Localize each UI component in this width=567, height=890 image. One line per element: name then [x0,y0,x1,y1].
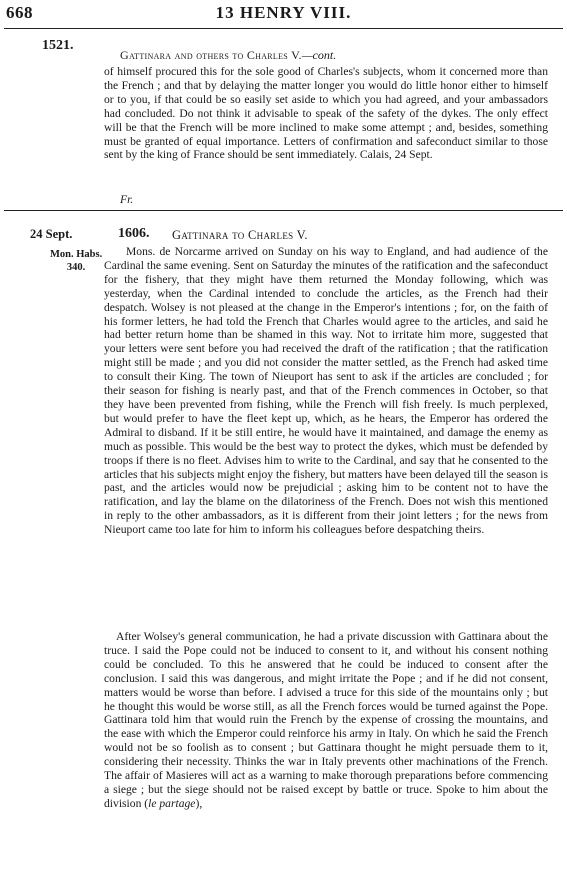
paragraph-2-end: ), [195,796,203,810]
header-rule [4,28,563,29]
running-head: 13 HENRY VIII. [215,3,352,22]
continued-entry-names: Gattinara and others to Charles V. [120,48,302,62]
continued-entry-title [120,48,336,63]
source-line-2: 340. [66,262,86,273]
continued-entry-text: of himself procured this for the sole good of Charles's subjects, whom it concerned more than the French ; and that by delaying the matter longer you would do little honor either to himself or to you, if that could be so easily set aside to which you had agreed, and your ambassadors had concluded. Do not think it advisable to speak of the safety of the dykes. The only effect will be that the French will be more inclined to make some attempt ; and, besides, something must be granted of equal importance. Letters of confirmation and safeconduct similar to those sent by the king of France should be sent immediately. Calais, 24 Sept. [104,65,548,162]
page-header [0,3,567,25]
paragraph-1-text: Mons. de Norcarme arrived on Sunday on his way to England, and had audience of the Cardinal the same evening. Sent on Saturday the minutes of the ratification and the safeconduct for the fishery, that they might have them returned the Monday following, which was yesterday, when the Cardinal intended to conclude the articles, as the French had their despatch. Wolsey is not pleased at the change in the Emperor's intentions ; for, on the faith of his former letters, he had told the French that Charles would agree to the articles, and said he had better return home than be shamed in this way. Not to irritate him more, suggested that your letters were sent before you had received the draft of the ratification ; that the ratification might still be made ; and you did not consider the matter settled, as the French had asked time to consult their King. The town of Nieuport has sent to ask if the articles are concluded ; for their season for fishing is nearly past, and that of the French commences in October, so that they have been prevented from fishing, while the French will fish freely. Is much perplexed, but would prefer to have the fleet kept up, which, as he hears, the Emperor has ordered the Admiral to disband. If it be still entire, he would have it maintained, and damage the enemy as much as possible. This would be the best way to protect the dykes, which must be defended by troops if there is no fleet. Advises him to write to the Cardinal, and say that he consented to the articles that his subjects might enjoy the fishery, but matters have been delayed till the season is past, and the articles would now be prejudicial ; asking him to be content not to have the ratification, and lay the blame on the dilatoriness of the French. Does not wish this mentioned in reply to the other ambassadors, as it is different from their joint letters ; for the news from Nieuport came too late for him to inform his colleagues before despatching theirs. [104,245,548,537]
page-number: 668 [6,3,33,22]
paragraph-2-main: After Wolsey's general communication, he had a private discussion with Gattinara about the truce. I said the Pope could not be induced to consent to it, and without his consent nothing could be concluded. To this he answered that he could be induced to consent after the conclusion. I said this was dangerous, and might irritate the Pope ; and if he did not consent, matters would be worse than before. I advised a truce for this side of the mountains only ; but he thought this would be worse still, as all the French forces would be turned against the Pope. Gattinara told him that would ruin the French by the expense of crossing the mountains, and the ease with which the Emperor could reinforce his army in Italy. On which he said the French would not be so foolish as to consent ; but Gattinara thought he might persuade them to it, considering their necessity. Thinks the war in Italy prevents other machinations of the French. The affair of Masieres will act as a warning to make thorough preparations before commencing a siege ; but the siege should not be raised except by battle or truce. Spoke to him about the division ( [104,630,548,810]
year-marker: 1521. [42,38,74,53]
paragraph-2-italic: le partage [148,796,196,810]
language-note: Fr. [120,193,134,206]
entry-paragraph-2 [104,630,548,811]
entry-number: 1606. [118,226,150,241]
paragraph-2-text [104,630,548,811]
source-reference [50,248,102,274]
entry-paragraph-1 [104,245,548,537]
section-rule [4,210,563,211]
continued-marker: —cont. [301,48,337,62]
source-line-1: Mon. Habs. [50,249,103,260]
entry-date: 24 Sept. [30,227,73,241]
entry-title: Gattinara to Charles V. [172,228,308,242]
